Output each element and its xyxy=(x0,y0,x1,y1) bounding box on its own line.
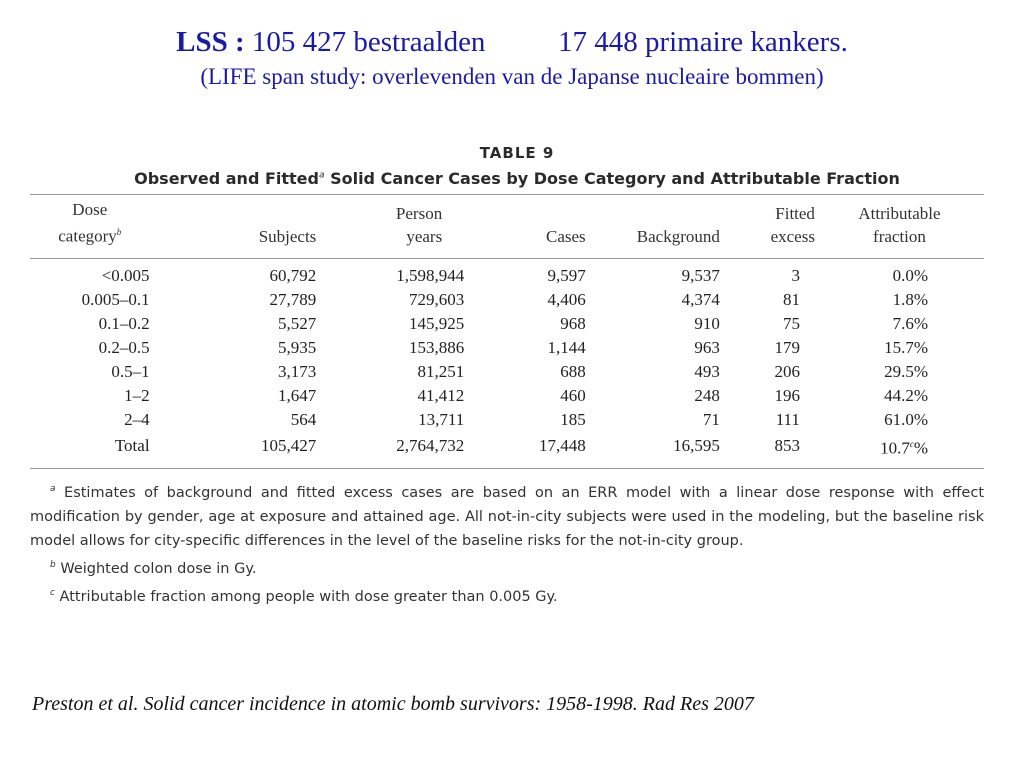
cell-attributable-fraction: 0.0% xyxy=(892,265,928,285)
cell-background: 71 xyxy=(702,409,720,429)
table-row xyxy=(30,312,984,336)
cell-dose: 0.2–0.5 xyxy=(98,337,150,357)
cell-fitted-excess: 111 xyxy=(775,409,800,429)
footnote-a-marker: a xyxy=(318,170,325,181)
footnote-a: $^a$ Estimates of background and fitted excess cases are based on an ERR model with a linear dose response with effect modification by gender, age at exposure and attained age. All not-in-city subjects were used in the modeling, but the baseline risk model allows for city-specific differences in the level of the baseline risks for the not-in-city group. xyxy=(30,484,984,550)
cell-attributable-fraction: 29.5% xyxy=(884,361,928,381)
table-row xyxy=(30,408,984,432)
col-person-years: Person years xyxy=(395,203,443,246)
col-cases: Cases xyxy=(546,226,586,246)
col-subjects: Subjects xyxy=(258,226,317,246)
slide-header xyxy=(0,24,1024,92)
cell-dose: 0.005–0.1 xyxy=(81,289,150,309)
cell-person-years: 41,412 xyxy=(417,385,465,405)
footnote-c: $^c$ Attributable fraction among people with dose greater than 0.005 Gy. xyxy=(50,587,558,605)
table-number: TABLE 9 xyxy=(479,144,555,162)
cell-subjects: 27,789 xyxy=(269,289,317,309)
table-title-part1: Observed and Fitted xyxy=(134,169,319,188)
table-header-row xyxy=(30,195,984,254)
cell-background: 493 xyxy=(694,361,720,381)
cell-dose: 1–2 xyxy=(124,385,150,405)
cell-fitted-excess: 81 xyxy=(782,289,800,309)
cell-cases: 688 xyxy=(560,361,586,381)
cell-cases: 460 xyxy=(560,385,586,405)
cell-person-years: 2,764,732 xyxy=(396,435,465,455)
cell-subjects: 1,647 xyxy=(278,385,317,405)
cell-fitted-excess: 179 xyxy=(774,337,800,357)
cell-cases: 185 xyxy=(560,409,586,429)
footnote-b: $^b$ Weighted colon dose in Gy. xyxy=(50,560,257,577)
table-row xyxy=(30,259,984,288)
col-background: Background xyxy=(636,226,720,246)
table-row xyxy=(30,384,984,408)
footnote-b-marker: b xyxy=(116,227,122,237)
header-line-1 xyxy=(0,24,1024,60)
irradiated-count: 105 427 bestraalden xyxy=(244,26,486,58)
source-citation: Preston et al. Solid cancer incidence in atomic bomb survivors: 1958-1998. Rad Res 2007 xyxy=(32,693,754,715)
table-bottom-rule xyxy=(30,468,984,469)
table-row xyxy=(30,288,984,312)
cell-person-years: 153,886 xyxy=(408,337,465,357)
cell-attributable-fraction: 10.7$^c$% xyxy=(880,438,928,458)
cell-background: 910 xyxy=(694,313,720,333)
cell-dose: Total xyxy=(114,435,150,455)
cell-person-years: 145,925 xyxy=(408,313,465,333)
cell-background: 4,374 xyxy=(681,289,720,309)
cell-background: 9,537 xyxy=(681,265,720,285)
cell-dose: 2–4 xyxy=(124,409,150,429)
cell-cases: 4,406 xyxy=(547,289,586,309)
cell-cases: 968 xyxy=(560,313,586,333)
cell-subjects: 5,527 xyxy=(278,313,317,333)
col-fitted-excess: Fitted excess xyxy=(770,203,815,246)
table-row xyxy=(30,336,984,360)
lss-label: LSS : xyxy=(176,26,245,58)
cell-background: 248 xyxy=(694,385,720,405)
col-dose-category: Dose category$^b$ xyxy=(58,200,122,246)
cancer-cases-table xyxy=(30,195,984,254)
table-title-part2: Solid Cancer Cases by Dose Category and Attributable Fraction xyxy=(324,169,900,188)
cell-attributable-fraction: 7.6% xyxy=(892,313,928,333)
cancer-cases-table-body xyxy=(30,259,984,461)
cell-fitted-excess: 3 xyxy=(791,265,800,285)
cancer-count: 17 448 primaire kankers. xyxy=(557,26,848,58)
cell-subjects: 60,792 xyxy=(269,265,317,285)
cell-background: 16,595 xyxy=(673,435,720,455)
cell-cases: 9,597 xyxy=(547,265,586,285)
cell-subjects: 564 xyxy=(290,409,317,429)
cell-attributable-fraction: 61.0% xyxy=(884,409,928,429)
cell-fitted-excess: 853 xyxy=(774,435,800,455)
cell-person-years: 13,711 xyxy=(418,409,465,429)
header-gap xyxy=(485,26,558,58)
col-attributable-fraction: Attributable fraction xyxy=(858,203,941,246)
cell-person-years: 81,251 xyxy=(417,361,465,381)
cell-attributable-fraction: 1.8% xyxy=(892,289,928,309)
table-footnotes xyxy=(30,477,984,608)
cell-attributable-fraction: 44.2% xyxy=(884,385,928,405)
cell-fitted-excess: 75 xyxy=(782,313,800,333)
cell-subjects: 5,935 xyxy=(278,337,317,357)
cell-cases: 17,448 xyxy=(538,435,586,455)
cell-dose: 0.5–1 xyxy=(111,361,150,381)
cell-fitted-excess: 196 xyxy=(774,385,800,405)
table-row-total xyxy=(30,432,984,461)
cell-fitted-excess: 206 xyxy=(774,361,800,381)
cell-dose: 0.1–0.2 xyxy=(98,313,150,333)
cell-cases: 1,144 xyxy=(547,337,586,357)
cell-attributable-fraction: 15.7% xyxy=(884,337,928,357)
table-figure xyxy=(30,144,984,609)
footnote-c-marker: c xyxy=(909,438,914,449)
header-subtitle: (LIFE span study: overlevenden van de Japanse nucleaire bommen) xyxy=(200,64,824,89)
table-title xyxy=(40,169,994,188)
cell-subjects: 105,427 xyxy=(261,435,317,455)
cell-subjects: 3,173 xyxy=(278,361,317,381)
cell-person-years: 729,603 xyxy=(408,289,465,309)
cell-background: 963 xyxy=(694,337,720,357)
cell-dose: <0.005 xyxy=(101,265,150,285)
cell-person-years: 1,598,944 xyxy=(396,265,465,285)
table-row xyxy=(30,360,984,384)
